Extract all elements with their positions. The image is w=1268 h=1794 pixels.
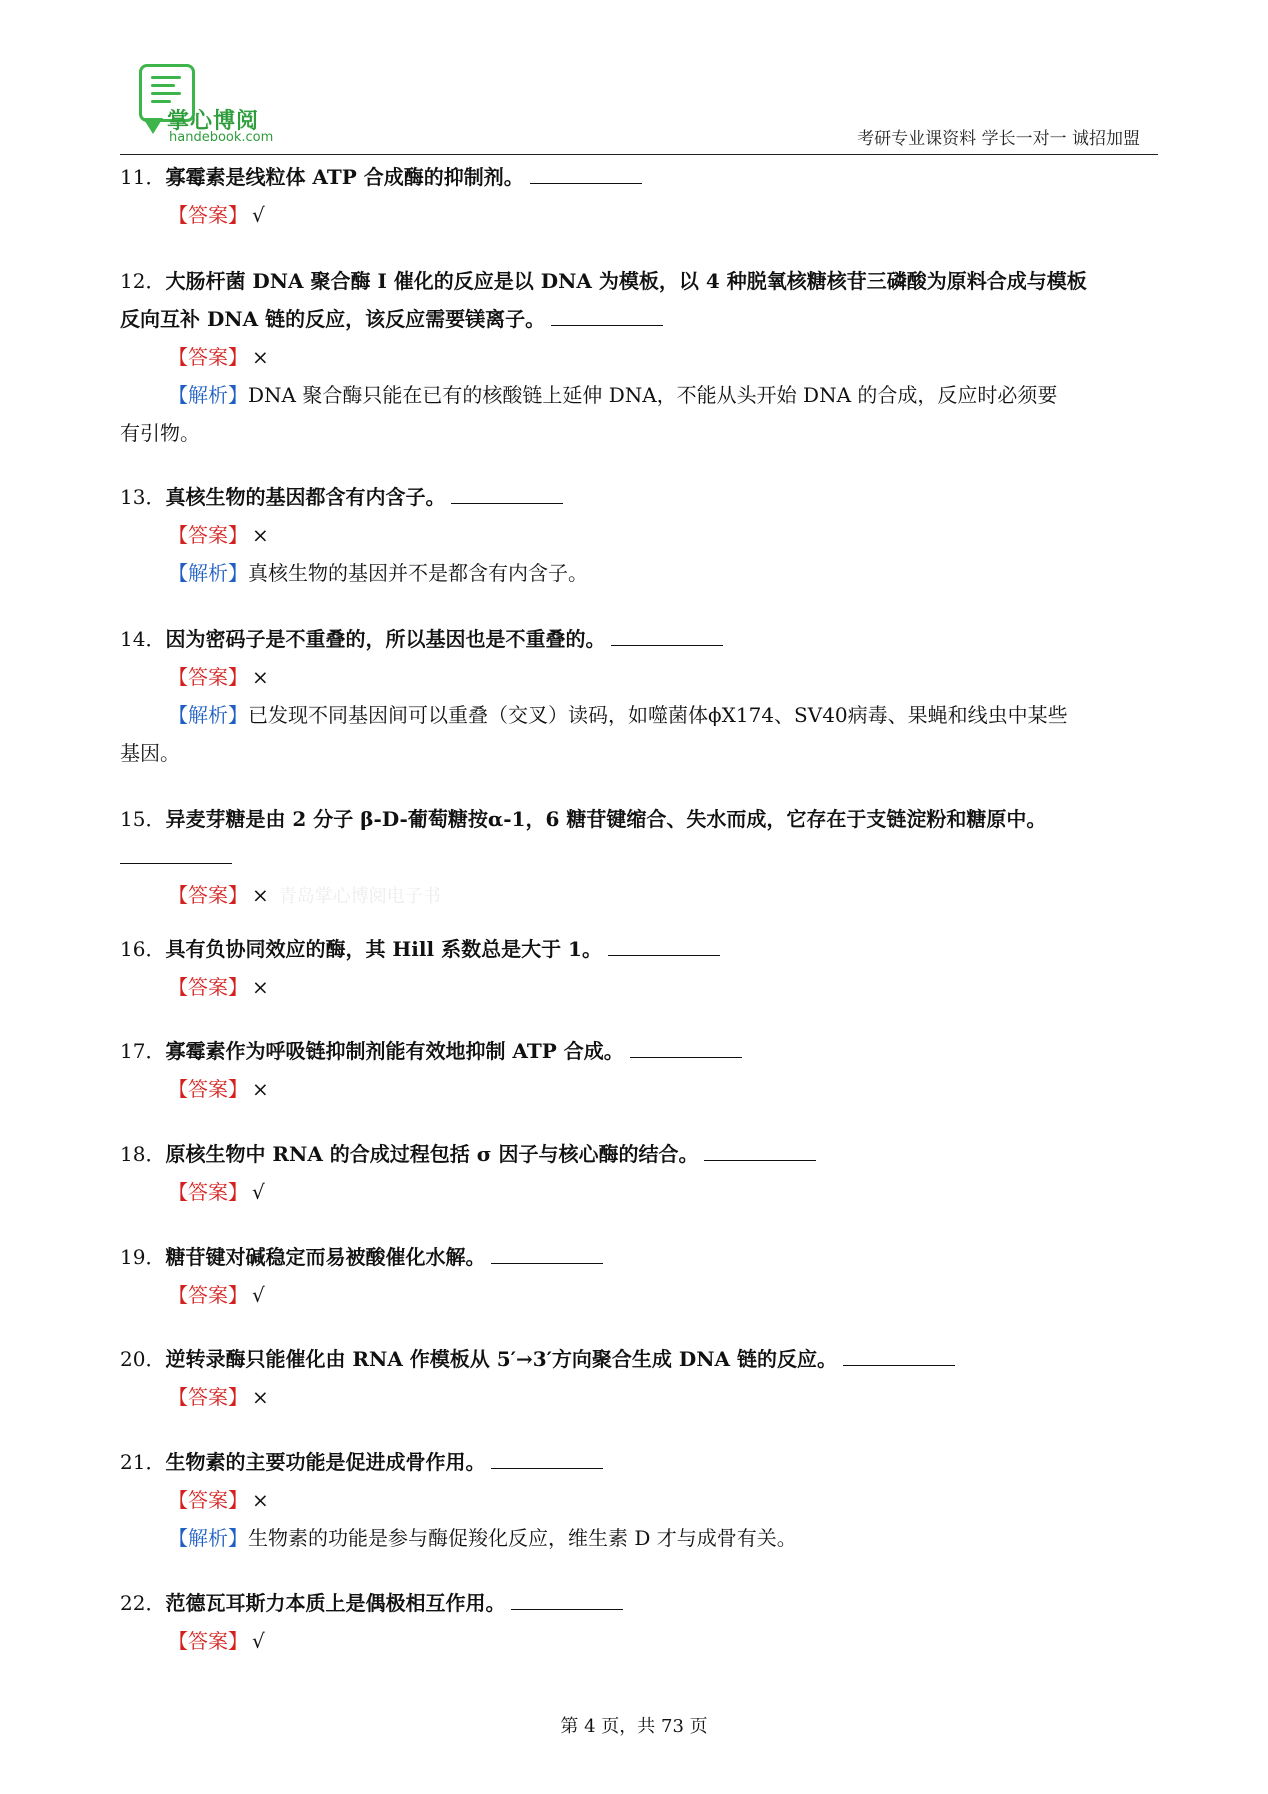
logo <box>133 62 283 148</box>
question-item-12 <box>120 262 1160 452</box>
answer-row: 【答案】 √ <box>168 1283 265 1307</box>
logo-url: handebook.com <box>169 130 274 145</box>
page-number: 第 4 页，共 73 页 <box>560 1716 708 1737</box>
analysis-row: 【解析】真核生物的基因并不是都含有内含子。 <box>168 561 588 585</box>
answer-row: 【答案】 √ <box>168 1629 265 1653</box>
answer-blank <box>843 1347 955 1366</box>
question-item-19 <box>120 1238 1160 1314</box>
question-item-21 <box>120 1443 1160 1557</box>
logo-name: 掌心博阅 <box>167 109 260 134</box>
question-text: 21．生物素的主要功能是促进成骨作用。 <box>120 1443 1160 1481</box>
question-item-11 <box>120 158 1160 234</box>
question-item-20 <box>120 1340 1160 1416</box>
question-text: 22．范德瓦耳斯力本质上是偶极相互作用。 <box>120 1584 1160 1622</box>
question-item-14 <box>120 620 1160 772</box>
question-text: 13．真核生物的基因都含有内含子。 <box>120 478 1160 516</box>
answer-blank <box>120 845 232 864</box>
answer-blank <box>491 1450 603 1469</box>
analysis-row: 【解析】DNA 聚合酶只能在已有的核酸链上延伸 DNA，不能从头开始 DNA 的合成，反应时必须要 <box>168 383 1058 407</box>
answer-row: 【答案】 √ <box>168 203 265 227</box>
question-text: 15．异麦芽糖是由 2 分子 β-D-葡萄糖按α-1，6 糖苷键缩合、失水而成，它存在于支链淀粉和糖原中。 <box>120 807 1047 831</box>
analysis-row: 【解析】生物素的功能是参与酶促羧化反应，维生素 D 才与成骨有关。 <box>168 1526 797 1550</box>
answer-row: 【答案】 × <box>168 1077 269 1101</box>
logo-tail-icon <box>143 118 163 134</box>
question-text: 14．因为密码子是不重叠的，所以基因也是不重叠的。 <box>120 620 1160 658</box>
header-divider <box>120 154 1158 155</box>
answer-row: 【答案】 × 青岛掌心博阅电子书 <box>168 883 441 907</box>
analysis-cont: 有引物。 <box>120 421 200 445</box>
answer-row: 【答案】 √ <box>168 1180 265 1204</box>
analysis-row: 【解析】已发现不同基因间可以重叠（交叉）读码，如噬菌体ϕX174、SV40病毒、果蝇和线虫中某些 <box>168 703 1068 727</box>
answer-blank <box>704 1142 816 1161</box>
question-text: 11．寡霉素是线粒体 ATP 合成酶的抑制剂。 <box>120 158 1160 196</box>
answer-row: 【答案】 × <box>168 665 269 689</box>
question-text-cont: 反向互补 DNA 链的反应，该反应需要镁离子。 <box>120 300 1160 338</box>
answer-blank <box>551 307 663 326</box>
question-item-16 <box>120 930 1160 1006</box>
answer-row: 【答案】 × <box>168 1488 269 1512</box>
answer-row: 【答案】 × <box>168 1385 269 1409</box>
question-item-18 <box>120 1135 1160 1211</box>
header-tagline: 考研专业课资料 学长一对一 诚招加盟 <box>857 129 1140 149</box>
answer-blank <box>451 485 563 504</box>
answer-row: 【答案】 × <box>168 345 269 369</box>
answer-row: 【答案】 × <box>168 975 269 999</box>
watermark: 青岛掌心博阅电子书 <box>278 886 441 907</box>
answer-blank <box>630 1039 742 1058</box>
answer-blank <box>611 627 723 646</box>
answer-blank <box>608 937 720 956</box>
answer-row: 【答案】 × <box>168 523 269 547</box>
question-item-17 <box>120 1032 1160 1108</box>
answer-blank <box>530 165 642 184</box>
question-text: 17．寡霉素作为呼吸链抑制剂能有效地抑制 ATP 合成。 <box>120 1032 1160 1070</box>
answer-blank <box>511 1591 623 1610</box>
question-text: 19．糖苷键对碱稳定而易被酸催化水解。 <box>120 1238 1160 1276</box>
analysis-cont: 基因。 <box>120 741 180 765</box>
question-item-22 <box>120 1584 1160 1660</box>
question-text: 16．具有负协同效应的酶，其 Hill 系数总是大于 1。 <box>120 930 1160 968</box>
question-text: 18．原核生物中 RNA 的合成过程包括 σ 因子与核心酶的结合。 <box>120 1135 1160 1173</box>
question-text: 20．逆转录酶只能催化由 RNA 作模板从 5′→3′方向聚合生成 DNA 链的反应。 <box>120 1340 1160 1378</box>
question-item-15 <box>120 800 1160 916</box>
question-text: 12．大肠杆菌 DNA 聚合酶 I 催化的反应是以 DNA 为模板，以 4 种脱氧核糖核苷三磷酸为原料合成与模板 <box>120 269 1087 293</box>
question-item-13 <box>120 478 1160 592</box>
answer-blank <box>491 1245 603 1264</box>
question-text-cont <box>120 838 1160 876</box>
